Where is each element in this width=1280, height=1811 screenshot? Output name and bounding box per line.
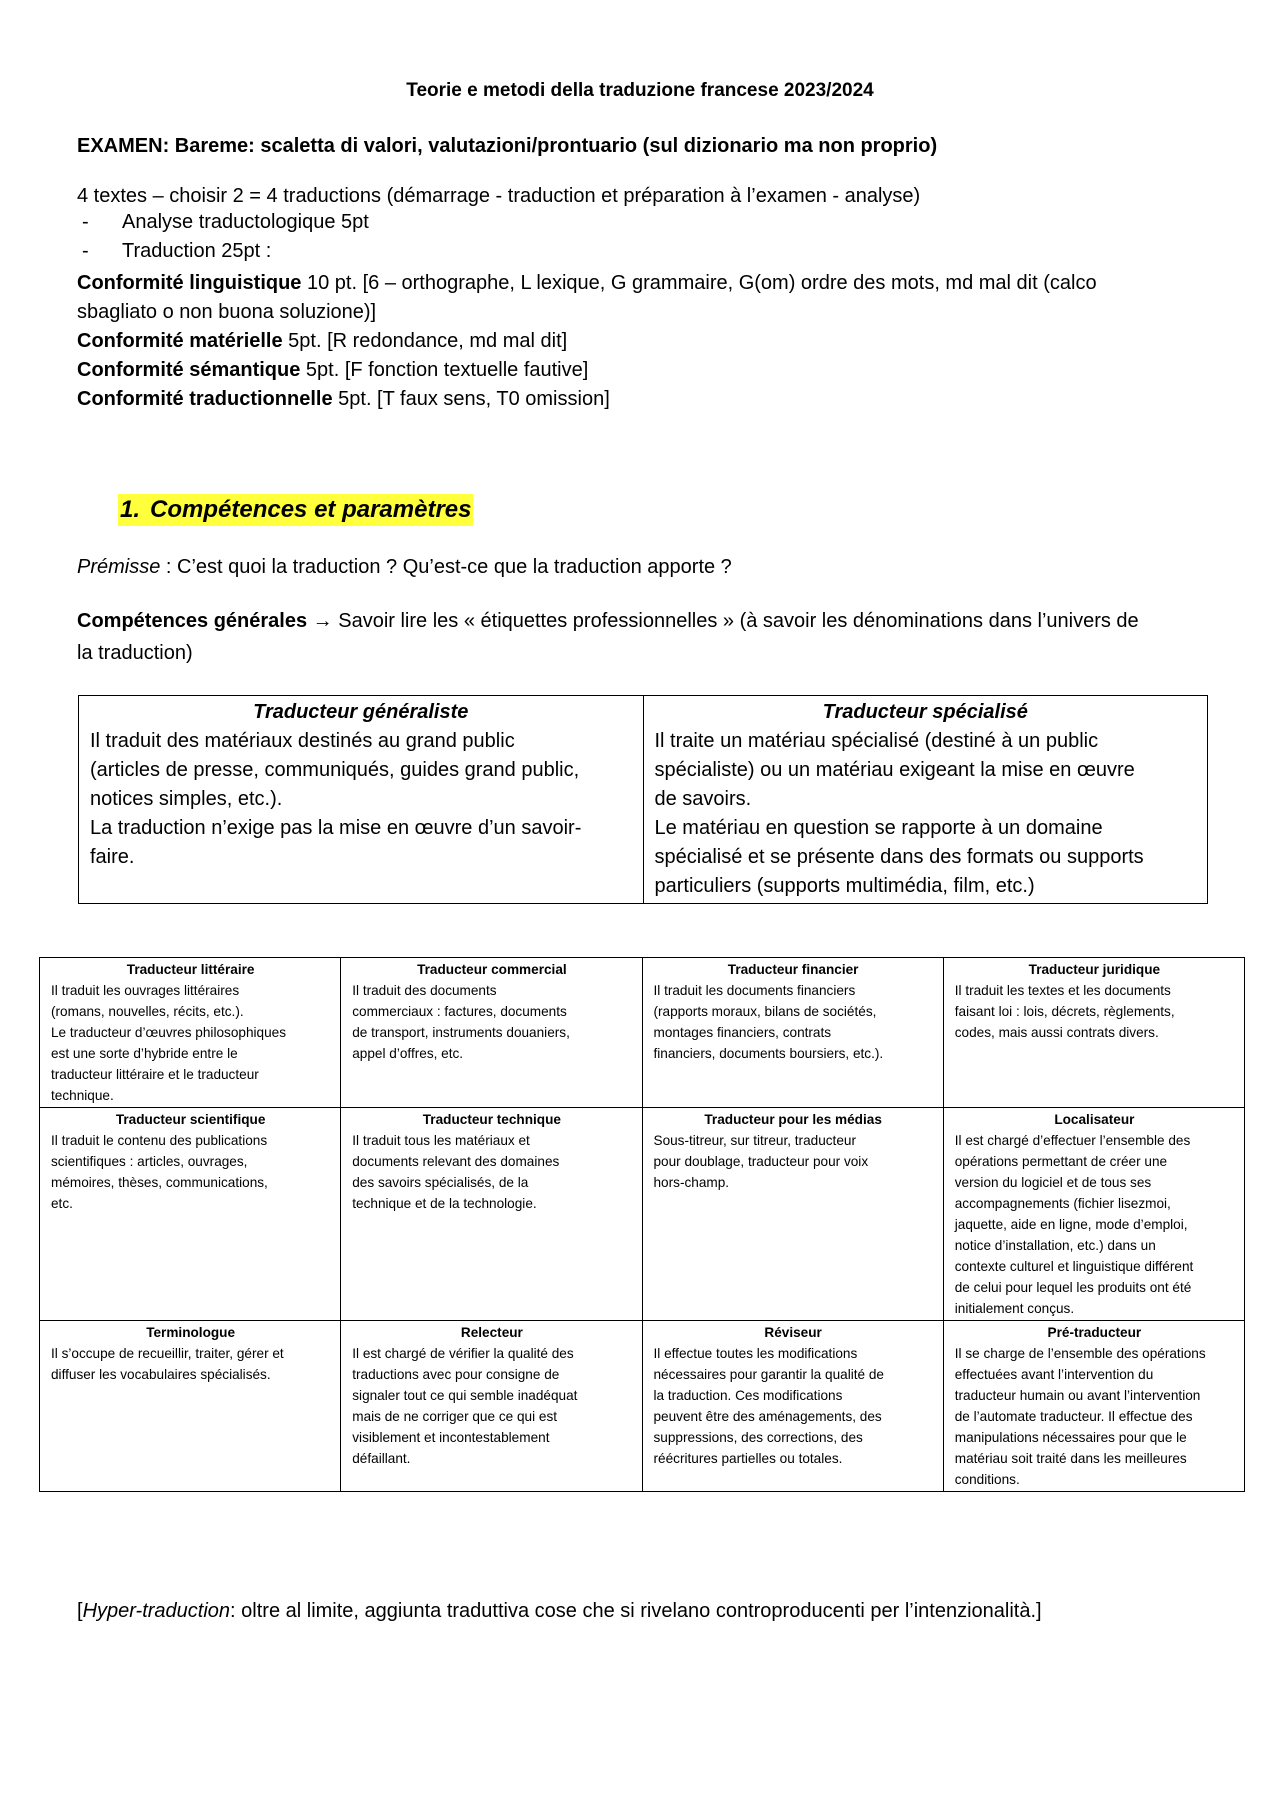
cell-line: documents relevant des domaines: [352, 1154, 560, 1169]
table-cell: [642, 958, 943, 1108]
bullet-marker: -: [82, 211, 89, 233]
cell-line: (rapports moraux, bilans de sociétés,: [653, 1004, 877, 1019]
table-cell: [943, 1108, 1244, 1321]
cell-line: manipulations nécessaires pour que le: [954, 1430, 1187, 1445]
cell-line: peuvent être des aménagements, des: [653, 1409, 882, 1424]
cell-line: faire.: [90, 846, 135, 868]
cell-line: appel d’offres, etc.: [352, 1046, 464, 1061]
cell-header: Traducteur juridique: [1028, 962, 1161, 977]
cell-line: contexte culturel et linguistique différent: [954, 1259, 1194, 1274]
competences-label: Compétences générales: [77, 610, 308, 632]
cell-header: Pré-traducteur: [1047, 1325, 1142, 1340]
cell-line: spécialisé et se présente dans des formats ou supports: [654, 846, 1144, 868]
cell-header: Traducteur commercial: [417, 962, 567, 977]
cell-line: etc.: [51, 1196, 73, 1211]
cell-line: des savoirs spécialisés, de la: [352, 1175, 529, 1190]
cell-line: commerciaux : factures, documents: [352, 1004, 567, 1019]
criterion-text: 5pt. [R redondance, md mal dit]: [282, 330, 568, 352]
cell-line: visiblement et incontestablement: [352, 1430, 550, 1445]
cell-line: scientifiques : articles, ouvrages,: [51, 1154, 248, 1169]
premisse-label: Prémisse: [77, 556, 161, 578]
table-cell: [643, 696, 1208, 904]
cell-line: mémoires, thèses, communications,: [51, 1175, 268, 1190]
cell-line: suppressions, des corrections, des: [653, 1430, 863, 1445]
cell-line: notices simples, etc.).: [90, 788, 283, 810]
cell-line: technique et de la technologie.: [352, 1196, 537, 1211]
cell-line: Il est chargé de vérifier la qualité des: [352, 1346, 574, 1361]
cell-line: Le traducteur d’œuvres philosophiques: [51, 1025, 287, 1040]
table-cell: [341, 1321, 642, 1492]
criterion-linguistique-cont: sbagliato o non buona soluzione)]: [77, 301, 377, 323]
cell-header: Localisateur: [1054, 1112, 1135, 1127]
cell-line: Il traduit tous les matériaux et: [352, 1133, 530, 1148]
cell-line: Il traduit des documents: [352, 983, 497, 998]
cell-line: (articles de presse, communiqués, guides grand public,: [90, 759, 580, 781]
table-cell: [40, 958, 341, 1108]
criterion-text: 10 pt. [6 – orthographe, L lexique, G grammaire, G(om) ordre des mots, md mal dit (calco: [301, 272, 1097, 294]
cell-line: la traduction. Ces modifications: [653, 1388, 843, 1403]
cell-line: défaillant.: [352, 1451, 411, 1466]
cell-line: est une sorte d’hybride entre le: [51, 1046, 238, 1061]
criterion-label: Conformité sémantique: [77, 359, 301, 381]
cell-line: réécritures partielles ou totales.: [653, 1451, 843, 1466]
criterion-semantique: [77, 356, 588, 385]
cell-header: Relecteur: [460, 1325, 523, 1340]
cell-line: de savoirs.: [654, 788, 752, 810]
cell-line: matériau soit traité dans les meilleures: [954, 1451, 1187, 1466]
cell-line: signaler tout ce qui semble inadéquat: [352, 1388, 578, 1403]
generaliste-specialise-table: [78, 695, 1208, 904]
cell-line: Il est chargé d’effectuer l’ensemble des: [954, 1133, 1191, 1148]
cell-line: Il effectue toutes les modifications: [653, 1346, 858, 1361]
cell-line: mais de ne corriger que ce qui est: [352, 1409, 558, 1424]
cell-line: traductions avec pour consigne de: [352, 1367, 560, 1382]
cell-line: pour doublage, traducteur pour voix: [653, 1154, 869, 1169]
cell-line: montages financiers, contrats: [653, 1025, 832, 1040]
footer-open-bracket: [: [77, 1600, 83, 1622]
cell-header: Traducteur financier: [727, 962, 859, 977]
translator-roles-table: [39, 957, 1245, 1492]
cell-header: Traducteur littéraire: [126, 962, 255, 977]
criterion-text: 5pt. [F fonction textuelle fautive]: [300, 359, 589, 381]
criterion-label: Conformité linguistique: [77, 272, 302, 294]
table-cell: [341, 1108, 642, 1321]
competences-line-cont: la traduction): [77, 642, 193, 664]
table-cell: [642, 1321, 943, 1492]
cell-header: Traducteur technique: [422, 1112, 561, 1127]
section-number: 1.: [120, 496, 141, 523]
criterion-text: 5pt. [T faux sens, T0 omission]: [332, 388, 610, 410]
cell-header: Traducteur scientifique: [115, 1112, 266, 1127]
table-row: [40, 1108, 1245, 1321]
cell-line: initialement conçus.: [954, 1301, 1075, 1316]
cell-line: La traduction n’exige pas la mise en œuvre d’un savoir-: [90, 817, 582, 839]
table-cell: [79, 696, 644, 904]
cell-line: nécessaires pour garantir la qualité de: [653, 1367, 884, 1382]
section-title: Compétences et paramètres: [150, 496, 472, 523]
bullet-analyse: Analyse traductologique 5pt: [122, 211, 369, 233]
cell-line: Il traduit le contenu des publications: [51, 1133, 268, 1148]
cell-line: spécialiste) ou un matériau exigeant la mise en œuvre: [654, 759, 1135, 781]
cell-line: Il traduit des matériaux destinés au grand public: [90, 730, 515, 752]
cell-line: accompagnements (fichier lisezmoi,: [954, 1196, 1171, 1211]
cell-line: codes, mais aussi contrats divers.: [954, 1025, 1159, 1040]
footer-note: [77, 1600, 1042, 1623]
criterion-linguistique: [77, 269, 1097, 298]
competences-line: [77, 607, 1139, 636]
table-cell: [642, 1108, 943, 1321]
cell-line: conditions.: [954, 1472, 1020, 1487]
cell-header: Terminologue: [146, 1325, 236, 1340]
table-cell: [341, 958, 642, 1108]
cell-line: technique.: [51, 1088, 114, 1103]
cell-line: Le matériau en question se rapporte à un domaine: [654, 817, 1103, 839]
cell-line: Il traduit les documents financiers: [653, 983, 856, 998]
table-cell: [943, 958, 1244, 1108]
criterion-traductionnelle: [77, 385, 610, 414]
cell-line: Il traite un matériau spécialisé (destiné à un public: [654, 730, 1099, 752]
cell-header: Traducteur pour les médias: [704, 1112, 882, 1127]
premisse-line: [77, 553, 732, 582]
table-cell: [943, 1321, 1244, 1492]
bullet-traduction: Traduction 25pt :: [122, 240, 272, 262]
cell-line: de transport, instruments douaniers,: [352, 1025, 570, 1040]
cell-line: traducteur littéraire et le traducteur: [51, 1067, 259, 1082]
cell-line: (romans, nouvelles, récits, etc.).: [51, 1004, 244, 1019]
premisse-text: : C’est quoi la traduction ? Qu’est-ce que la traduction apporte ?: [160, 556, 732, 578]
cell-line: version du logiciel et de tous ses: [954, 1175, 1152, 1190]
table-row: [40, 1321, 1245, 1492]
textes-line: 4 textes – choisir 2 = 4 traductions (démarrage - traduction et préparation à l’examen - analyse): [77, 185, 921, 207]
cell-line: effectuées avant l’intervention du: [954, 1367, 1154, 1382]
cell-header: Réviseur: [764, 1325, 822, 1340]
cell-line: particuliers (supports multimédia, film, etc.): [654, 875, 1035, 897]
criterion-materielle: [77, 327, 567, 356]
footer-term: Hyper-traduction: [82, 1600, 231, 1622]
table-cell: [40, 1108, 341, 1321]
criterion-label: Conformité traductionnelle: [77, 388, 333, 410]
bullet-marker: -: [82, 240, 89, 262]
footer-text: : oltre al limite, aggiunta traduttiva cose che si rivelano controproducenti per l’intenzionalità.]: [230, 1600, 1042, 1622]
criterion-label: Conformité matérielle: [77, 330, 283, 352]
cell-header: Traducteur spécialisé: [822, 701, 1028, 723]
cell-line: Il s’occupe de recueillir, traiter, gérer et: [51, 1346, 284, 1361]
cell-line: diffuser les vocabulaires spécialisés.: [51, 1367, 271, 1382]
cell-line: notice d’installation, etc.) dans un: [954, 1238, 1156, 1253]
cell-line: jaquette, aide en ligne, mode d’emploi,: [954, 1217, 1188, 1232]
cell-line: hors-champ.: [653, 1175, 730, 1190]
cell-line: traducteur humain ou avant l’intervention: [954, 1388, 1201, 1403]
competences-text: Savoir lire les « étiquettes professionnelles » (à savoir les dénominations dans l’univers de: [338, 610, 1139, 632]
cell-line: opérations permettant de créer une: [954, 1154, 1168, 1169]
cell-line: Il traduit les ouvrages littéraires: [51, 983, 240, 998]
cell-line: financiers, documents boursiers, etc.).: [653, 1046, 884, 1061]
cell-line: de l’automate traducteur. Il effectue des: [954, 1409, 1193, 1424]
cell-line: Il se charge de l’ensemble des opérations: [954, 1346, 1206, 1361]
table-cell: [40, 1321, 341, 1492]
cell-header: Traducteur généraliste: [253, 701, 469, 723]
arrow-right-icon: →: [312, 610, 333, 632]
document-title: Teorie e metodi della traduzione francese 2023/2024: [406, 80, 874, 101]
cell-line: Sous-titreur, sur titreur, traducteur: [653, 1133, 856, 1148]
cell-line: Il traduit les textes et les documents: [954, 983, 1171, 998]
examen-line: EXAMEN: Bareme: scaletta di valori, valutazioni/prontuario (sul dizionario ma non proprio): [77, 135, 938, 157]
cell-line: de celui pour lequel les produits ont été: [954, 1280, 1192, 1295]
table-row: [40, 958, 1245, 1108]
cell-line: faisant loi : lois, décrets, règlements,: [954, 1004, 1175, 1019]
section-heading: [118, 494, 473, 526]
